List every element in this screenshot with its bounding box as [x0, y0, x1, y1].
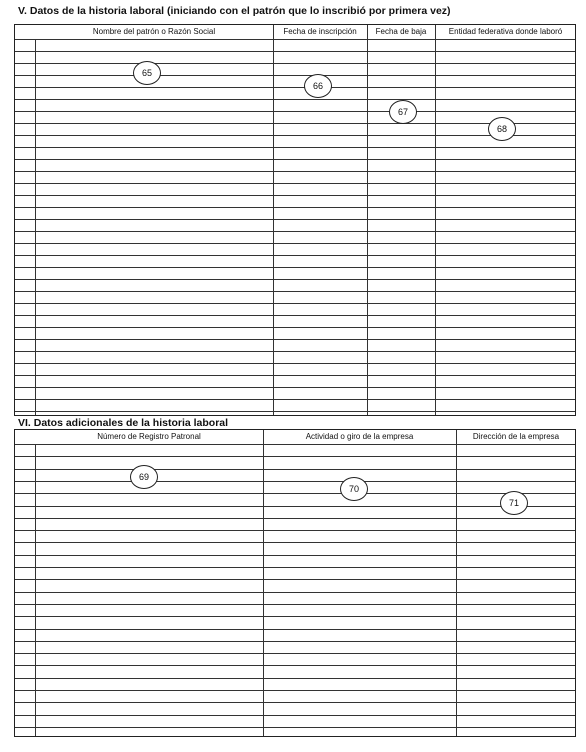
- form-rule-line: [15, 592, 575, 593]
- form-rule-line: [15, 111, 575, 112]
- form-rule-line: [15, 315, 575, 316]
- form-rule-line: [15, 653, 575, 654]
- form-rule-line: [15, 579, 575, 580]
- form-rule-line: [15, 567, 575, 568]
- form-rule-line: [15, 327, 575, 328]
- form-rule-line: [15, 87, 575, 88]
- form-rule-line: [15, 518, 575, 519]
- marker-67: 67: [389, 100, 417, 124]
- form-rule-line: [15, 690, 575, 691]
- section-v-title: V. Datos de la historia laboral (iniciando con el patrón que lo inscribió por primera vez): [18, 5, 451, 17]
- form-rule-line: [15, 255, 575, 256]
- form-rule-line: [15, 678, 575, 679]
- form-rule-line: [15, 75, 575, 76]
- column-divider: [435, 25, 436, 415]
- form-rule-line: [15, 727, 575, 728]
- form-rule-line: [15, 231, 575, 232]
- form-rule-line: [15, 555, 575, 556]
- marker-71: 71: [500, 491, 528, 515]
- form-rule-line: [15, 279, 575, 280]
- form-rule-line: [15, 195, 575, 196]
- header-state-worked: Entidad federativa donde laboró: [448, 27, 563, 36]
- form-rule-line: [15, 267, 575, 268]
- form-rule-line: [15, 363, 575, 364]
- form-rule-line: [15, 641, 575, 642]
- form-rule-line: [15, 99, 575, 100]
- form-rule-line: [15, 339, 575, 340]
- marker-68: 68: [488, 117, 516, 141]
- marker-65: 65: [133, 61, 161, 85]
- form-rule-line: [15, 506, 575, 507]
- form-rule-line: [15, 51, 575, 52]
- additional-history-table: [14, 429, 576, 737]
- form-rule-line: [15, 604, 575, 605]
- marker-66: 66: [304, 74, 332, 98]
- form-rule-line: [15, 207, 575, 208]
- column-divider: [263, 430, 264, 736]
- header-business-activity: Actividad o giro de la empresa: [305, 432, 414, 441]
- section-vi-title: VI. Datos adicionales de la historia laboral: [18, 417, 229, 429]
- form-rule-line: [15, 303, 575, 304]
- header-employer-name: Nombre del patrón o Razón Social: [92, 27, 216, 36]
- form-rule-line: [15, 171, 575, 172]
- form-rule-line: [15, 542, 575, 543]
- form-rule-line: [15, 444, 575, 445]
- header-employer-registry-number: Número de Registro Patronal: [97, 432, 201, 441]
- form-rule-line: [15, 375, 575, 376]
- form-rule-line: [15, 665, 575, 666]
- form-rule-line: [15, 399, 575, 400]
- marker-70: 70: [340, 477, 368, 501]
- form-rule-line: [15, 219, 575, 220]
- form-rule-line: [15, 147, 575, 148]
- header-registration-date: Fecha de inscripción: [283, 27, 357, 36]
- employment-history-table: [14, 24, 576, 416]
- form-rule-line: [15, 530, 575, 531]
- form-rule-line: [15, 411, 575, 412]
- form-rule-line: [15, 291, 575, 292]
- column-divider: [35, 444, 36, 736]
- form-rule-line: [15, 159, 575, 160]
- form-rule-line: [15, 702, 575, 703]
- form-rule-line: [15, 629, 575, 630]
- column-divider: [456, 430, 457, 736]
- form-rule-line: [15, 469, 575, 470]
- form-rule-line: [15, 456, 575, 457]
- form-rule-line: [15, 616, 575, 617]
- form-rule-line: [15, 39, 575, 40]
- marker-69: 69: [130, 465, 158, 489]
- column-divider: [367, 25, 368, 415]
- form-rule-line: [15, 715, 575, 716]
- form-rule-line: [15, 243, 575, 244]
- column-divider: [35, 39, 36, 415]
- form-rule-line: [15, 493, 575, 494]
- column-divider: [273, 25, 274, 415]
- header-company-address: Dirección de la empresa: [472, 432, 560, 441]
- header-termination-date: Fecha de baja: [375, 27, 427, 36]
- form-rule-line: [15, 387, 575, 388]
- form-rule-line: [15, 481, 575, 482]
- form-rule-line: [15, 351, 575, 352]
- form-rule-line: [15, 63, 575, 64]
- form-rule-line: [15, 183, 575, 184]
